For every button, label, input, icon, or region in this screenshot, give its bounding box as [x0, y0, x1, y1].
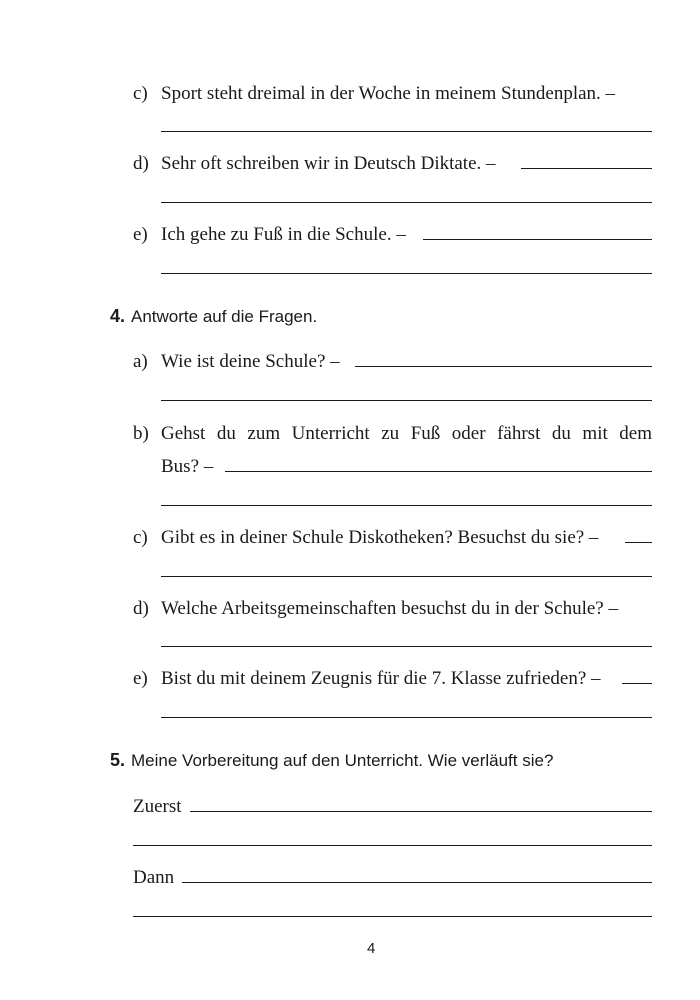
question-text-continued: Bus? – — [161, 456, 214, 477]
dann-label: Dann — [133, 867, 175, 888]
item-letter: b) — [133, 423, 149, 444]
zuerst-label: Zuerst — [133, 796, 182, 817]
page-number: 4 — [367, 940, 376, 957]
question-text: Sport steht dreimal in der Woche in meinem Stundenplan. – — [161, 83, 616, 104]
question-text: Welche Arbeitsgemeinschaften besuchst du in der Schule? – — [161, 598, 618, 619]
answer-line[interactable] — [161, 273, 652, 274]
answer-line[interactable] — [161, 202, 652, 203]
section-number: 4. — [110, 306, 126, 326]
answer-line[interactable] — [423, 239, 652, 240]
item-letter: a) — [133, 351, 148, 372]
answer-line[interactable] — [355, 366, 652, 367]
answer-line[interactable] — [161, 505, 652, 506]
item-letter: e) — [133, 668, 148, 689]
answer-line[interactable] — [161, 576, 652, 577]
section-5-heading — [110, 751, 553, 769]
answer-line[interactable] — [622, 683, 652, 684]
answer-line[interactable] — [161, 400, 652, 401]
answer-line[interactable] — [190, 811, 652, 812]
item-letter: d) — [133, 153, 149, 174]
question-text: Sehr oft schreiben wir in Deutsch Diktate. – — [161, 153, 496, 174]
section-title: Antworte auf die Fragen. — [131, 307, 318, 326]
section-title: Meine Vorbereitung auf den Unterricht. Wie verläuft sie? — [131, 751, 554, 770]
question-text: Gibt es in deiner Schule Diskotheken? Besuchst du sie? – — [161, 527, 599, 548]
section-4-heading — [110, 307, 317, 325]
section-number: 5. — [110, 750, 126, 770]
answer-line[interactable] — [225, 471, 652, 472]
answer-line[interactable] — [161, 646, 652, 647]
item-letter: e) — [133, 224, 148, 245]
answer-line[interactable] — [182, 882, 652, 883]
answer-line[interactable] — [161, 717, 652, 718]
item-letter: c) — [133, 83, 148, 104]
question-text: Bist du mit deinem Zeugnis für die 7. Klasse zufrieden? – — [161, 668, 601, 689]
answer-line[interactable] — [521, 168, 652, 169]
question-text: Ich gehe zu Fuß in die Schule. – — [161, 224, 406, 245]
question-text: Gehst du zum Unterricht zu Fuß oder fährst du mit dem — [161, 423, 652, 444]
question-text: Wie ist deine Schule? – — [161, 351, 340, 372]
answer-line[interactable] — [133, 845, 652, 846]
item-letter: d) — [133, 598, 149, 619]
item-letter: c) — [133, 527, 148, 548]
answer-line[interactable] — [625, 542, 652, 543]
answer-line[interactable] — [161, 131, 652, 132]
answer-line[interactable] — [133, 916, 652, 917]
